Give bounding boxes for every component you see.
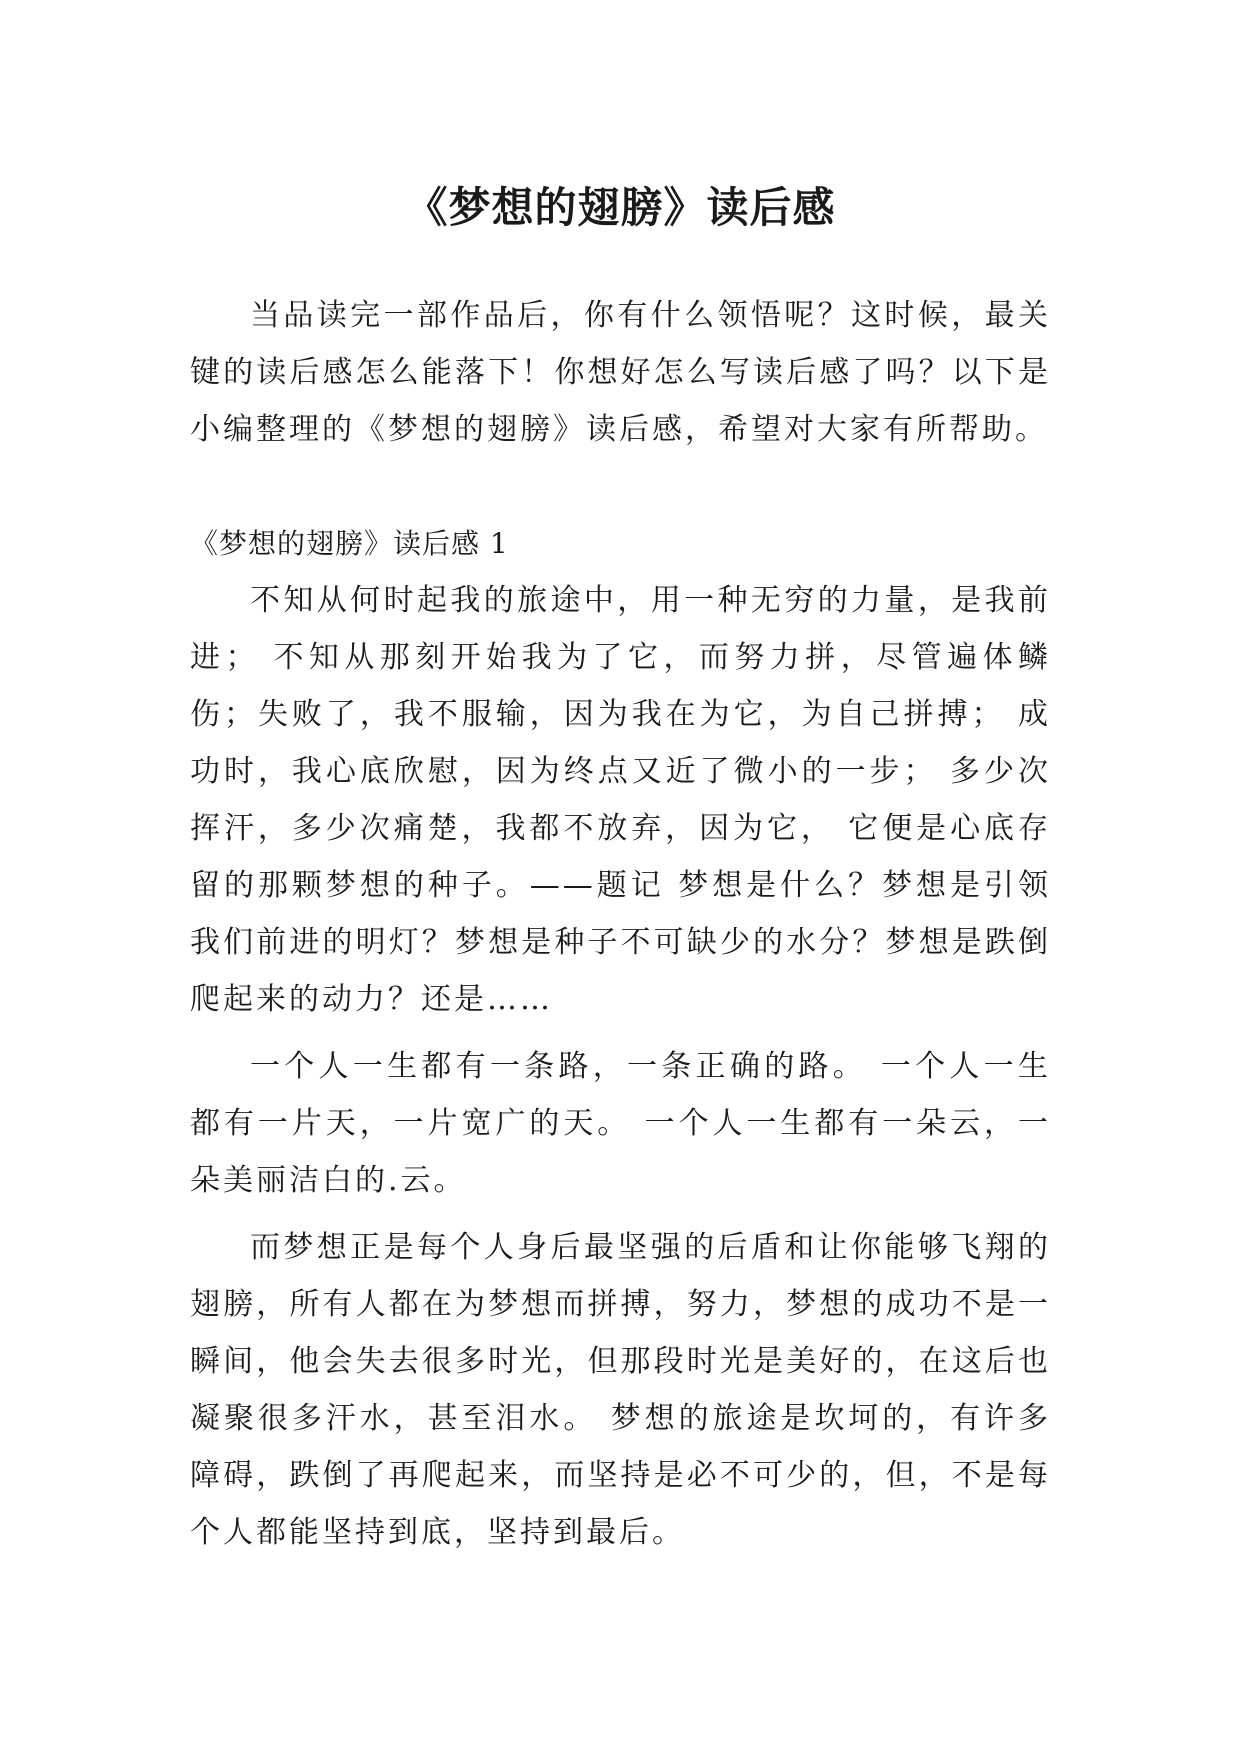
paragraph-spacer [190, 1209, 1051, 1219]
section-spacer [190, 458, 1051, 515]
body-paragraph-3: 而梦想正是每个人身后最坚强的后盾和让你能够飞翔的翅膀，所有人都在为梦想而拼搏，努力，梦想的成功不是一瞬间，他会失去很多时光，但那段时光是美好的，在这后也凝聚很多汗水，甚至泪水。 梦想的旅途是坎坷的，有许多障碍，跌倒了再爬起来，而坚持是必不可少的，但，不是每个人都能坚持到底，坚持到最后。 [190, 1230, 1051, 1550]
intro-paragraph: 当品读完一部作品后，你有什么领悟呢？这时候，最关键的读后感怎么能落下！你想好怎么写读后感了吗？以下是小编整理的《梦想的翅膀》读后感，希望对大家有所帮助。 [190, 298, 1051, 447]
body-paragraph-2: 一个人一生都有一条路，一条正确的路。 一个人一生都有一片天，一片宽广的天。 一个人一生都有一朵云，一朵美丽洁白的.云。 [190, 1049, 1051, 1198]
paragraph-spacer [190, 1028, 1051, 1038]
document-title: 《梦想的翅膀》读后感 [405, 183, 836, 233]
section-heading: 《梦想的翅膀》读后感 1 [190, 527, 509, 560]
body-paragraph-1: 不知从何时起我的旅途中，用一种无穷的力量，是我前进； 不知从那刻开始我为了它，而努力拼，尽管遍体鳞伤；失败了，我不服输，因为我在为它，为自己拼搏； 成功时，我心底欣慰，因为终点又近了微小的一步； 多少次挥汗，多少次痛楚，我都不放弃，因为它， 它便是心底存留的那颗梦想的种子。——题记 梦想是什么？梦想是引领我们前进的明灯？梦想是种子不可缺少的水分？梦想是跌倒爬起来的动力？还是…… [190, 583, 1051, 1017]
document-body [190, 287, 1051, 1561]
